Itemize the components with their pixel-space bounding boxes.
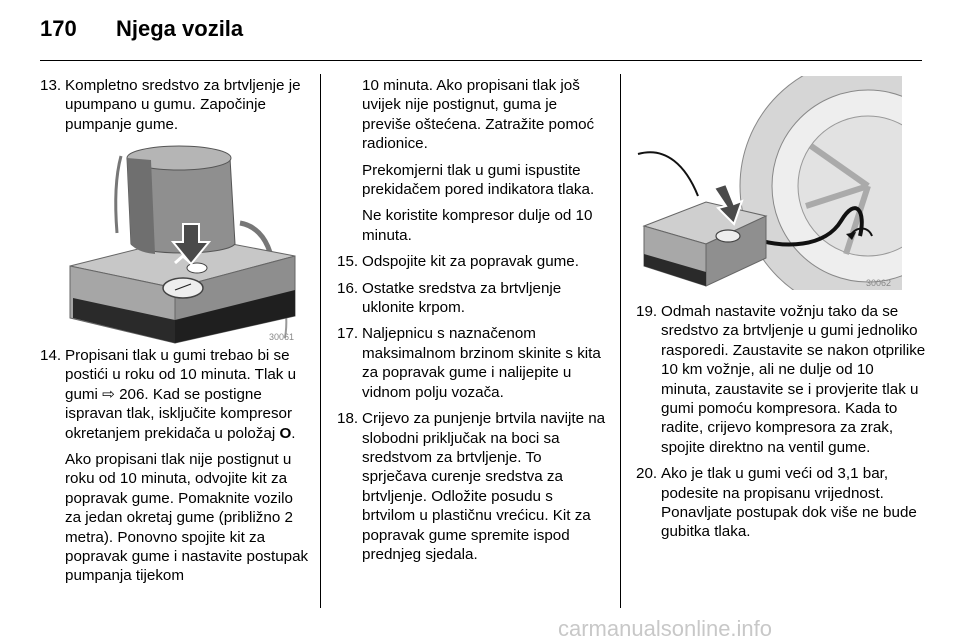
item-text: . xyxy=(291,424,296,442)
list-item-15 xyxy=(337,252,607,271)
switch-knob xyxy=(187,263,207,273)
item-number: 13. xyxy=(40,77,62,94)
paragraph: 10 minuta. Ako propisani tlak još uvijek nije postignut, guma je previše oštećena. Zatražite pomoć radionice. xyxy=(362,77,595,153)
column-2 xyxy=(337,76,607,571)
item-text: Naljepnicu s naznačenom maksimalnom brzinom skinite s kita za popravak gume i nalijepite u vidnom polju vozača. xyxy=(362,325,601,401)
item-number: 19. xyxy=(636,303,658,320)
column-1-lower xyxy=(40,346,312,593)
item-text: Propisani tlak u gumi trebao bi se postići u roku od 10 minuta. Tlak u gumi xyxy=(65,347,297,403)
item-number: 16. xyxy=(337,279,359,297)
item-text: 206. Kad se postigne ispravan tlak, isključite kompresor okretanjem prekidača u položaj xyxy=(65,385,293,442)
tyre-compressor-figure xyxy=(636,76,902,290)
list-item-13 xyxy=(40,76,312,134)
list-item-16 xyxy=(337,279,607,318)
item-text: Ostatke sredstva za brtvljenje uklonite krpom. xyxy=(362,279,562,317)
paragraph: Ako propisani tlak nije postignut u roku od 10 minuta, odvojite kit za popravak gume. Pomaknite vozilo za jedan okretaj gume (približno 2 metra). Ponovno spojite kit za popravak gume i nastavite postupak pumpanja tijekom xyxy=(65,451,309,585)
item-number: 14. xyxy=(40,347,62,364)
item-number: 18. xyxy=(337,410,359,428)
item-number: 17. xyxy=(337,325,359,343)
list-item-18 xyxy=(337,409,607,564)
header-rule xyxy=(40,60,922,61)
item-text: Odmah nastavite vožnju tako da se sredstvo za brtvljenje u gumi jednoliko rasporedi. Zaustavite se nakon otprilike 10 km vožnje, ali ne dulje od 10 minuta, zaustavite se i provjerite tlak u gumi pomoću kompresora. Kada to radite, crijevo kompresora za zrak, spojite direktno na ventil gume. xyxy=(661,303,926,456)
pressure-gauge xyxy=(163,278,203,298)
item-number: 20. xyxy=(636,465,658,483)
item-number: 15. xyxy=(337,253,359,271)
item-text: Kompletno sredstvo za brtvljenje je upumpano u gumu. Započinje pumpanje gume. xyxy=(65,77,301,133)
column-divider-2 xyxy=(620,74,621,608)
compressor-figure xyxy=(65,138,305,344)
chapter-title: Njega vozila xyxy=(116,16,244,41)
bottle-shade xyxy=(127,158,155,254)
pressure-gauge xyxy=(716,230,740,242)
figure-code: 30062 xyxy=(866,278,892,288)
list-item-19 xyxy=(636,302,926,457)
page-ref-arrow-icon: ⇨ xyxy=(102,385,115,403)
list-item-14 xyxy=(40,346,312,443)
item-text: Odspojite kit za popravak gume. xyxy=(362,253,579,271)
switch-position: O xyxy=(279,424,292,442)
page-number: 170 xyxy=(40,16,77,41)
paragraph: Prekomjerni tlak u gumi ispustite prekidačem pored indikatora tlaka. xyxy=(362,161,595,199)
item-text: Ako je tlak u gumi veći od 3,1 bar, podesite na propisanu vrijednost. Ponavljate postupak dok više ne bude gubitka tlaka. xyxy=(661,465,917,541)
column-divider-1 xyxy=(320,74,321,608)
figure-code: 30061 xyxy=(269,332,295,342)
item-text: Crijevo za punjenje brtvila navijte na slobodni priključak na boci sa sredstvom za brtvljenje. To sprječava curenje sredstva za brtvljenje. Odložite posudu s brtvilom u plastičnu vrećicu. Kit za popravak gume spremite ispod prednjeg sjedala. xyxy=(362,410,606,563)
paragraph: Ne koristite kompresor dulje od 10 minuta. xyxy=(362,207,593,244)
site-watermark: carmanualsonline.info xyxy=(558,616,773,641)
list-item-20 xyxy=(636,464,926,542)
list-item-17 xyxy=(337,324,607,402)
column-1 xyxy=(40,76,312,141)
column-3 xyxy=(636,302,926,549)
